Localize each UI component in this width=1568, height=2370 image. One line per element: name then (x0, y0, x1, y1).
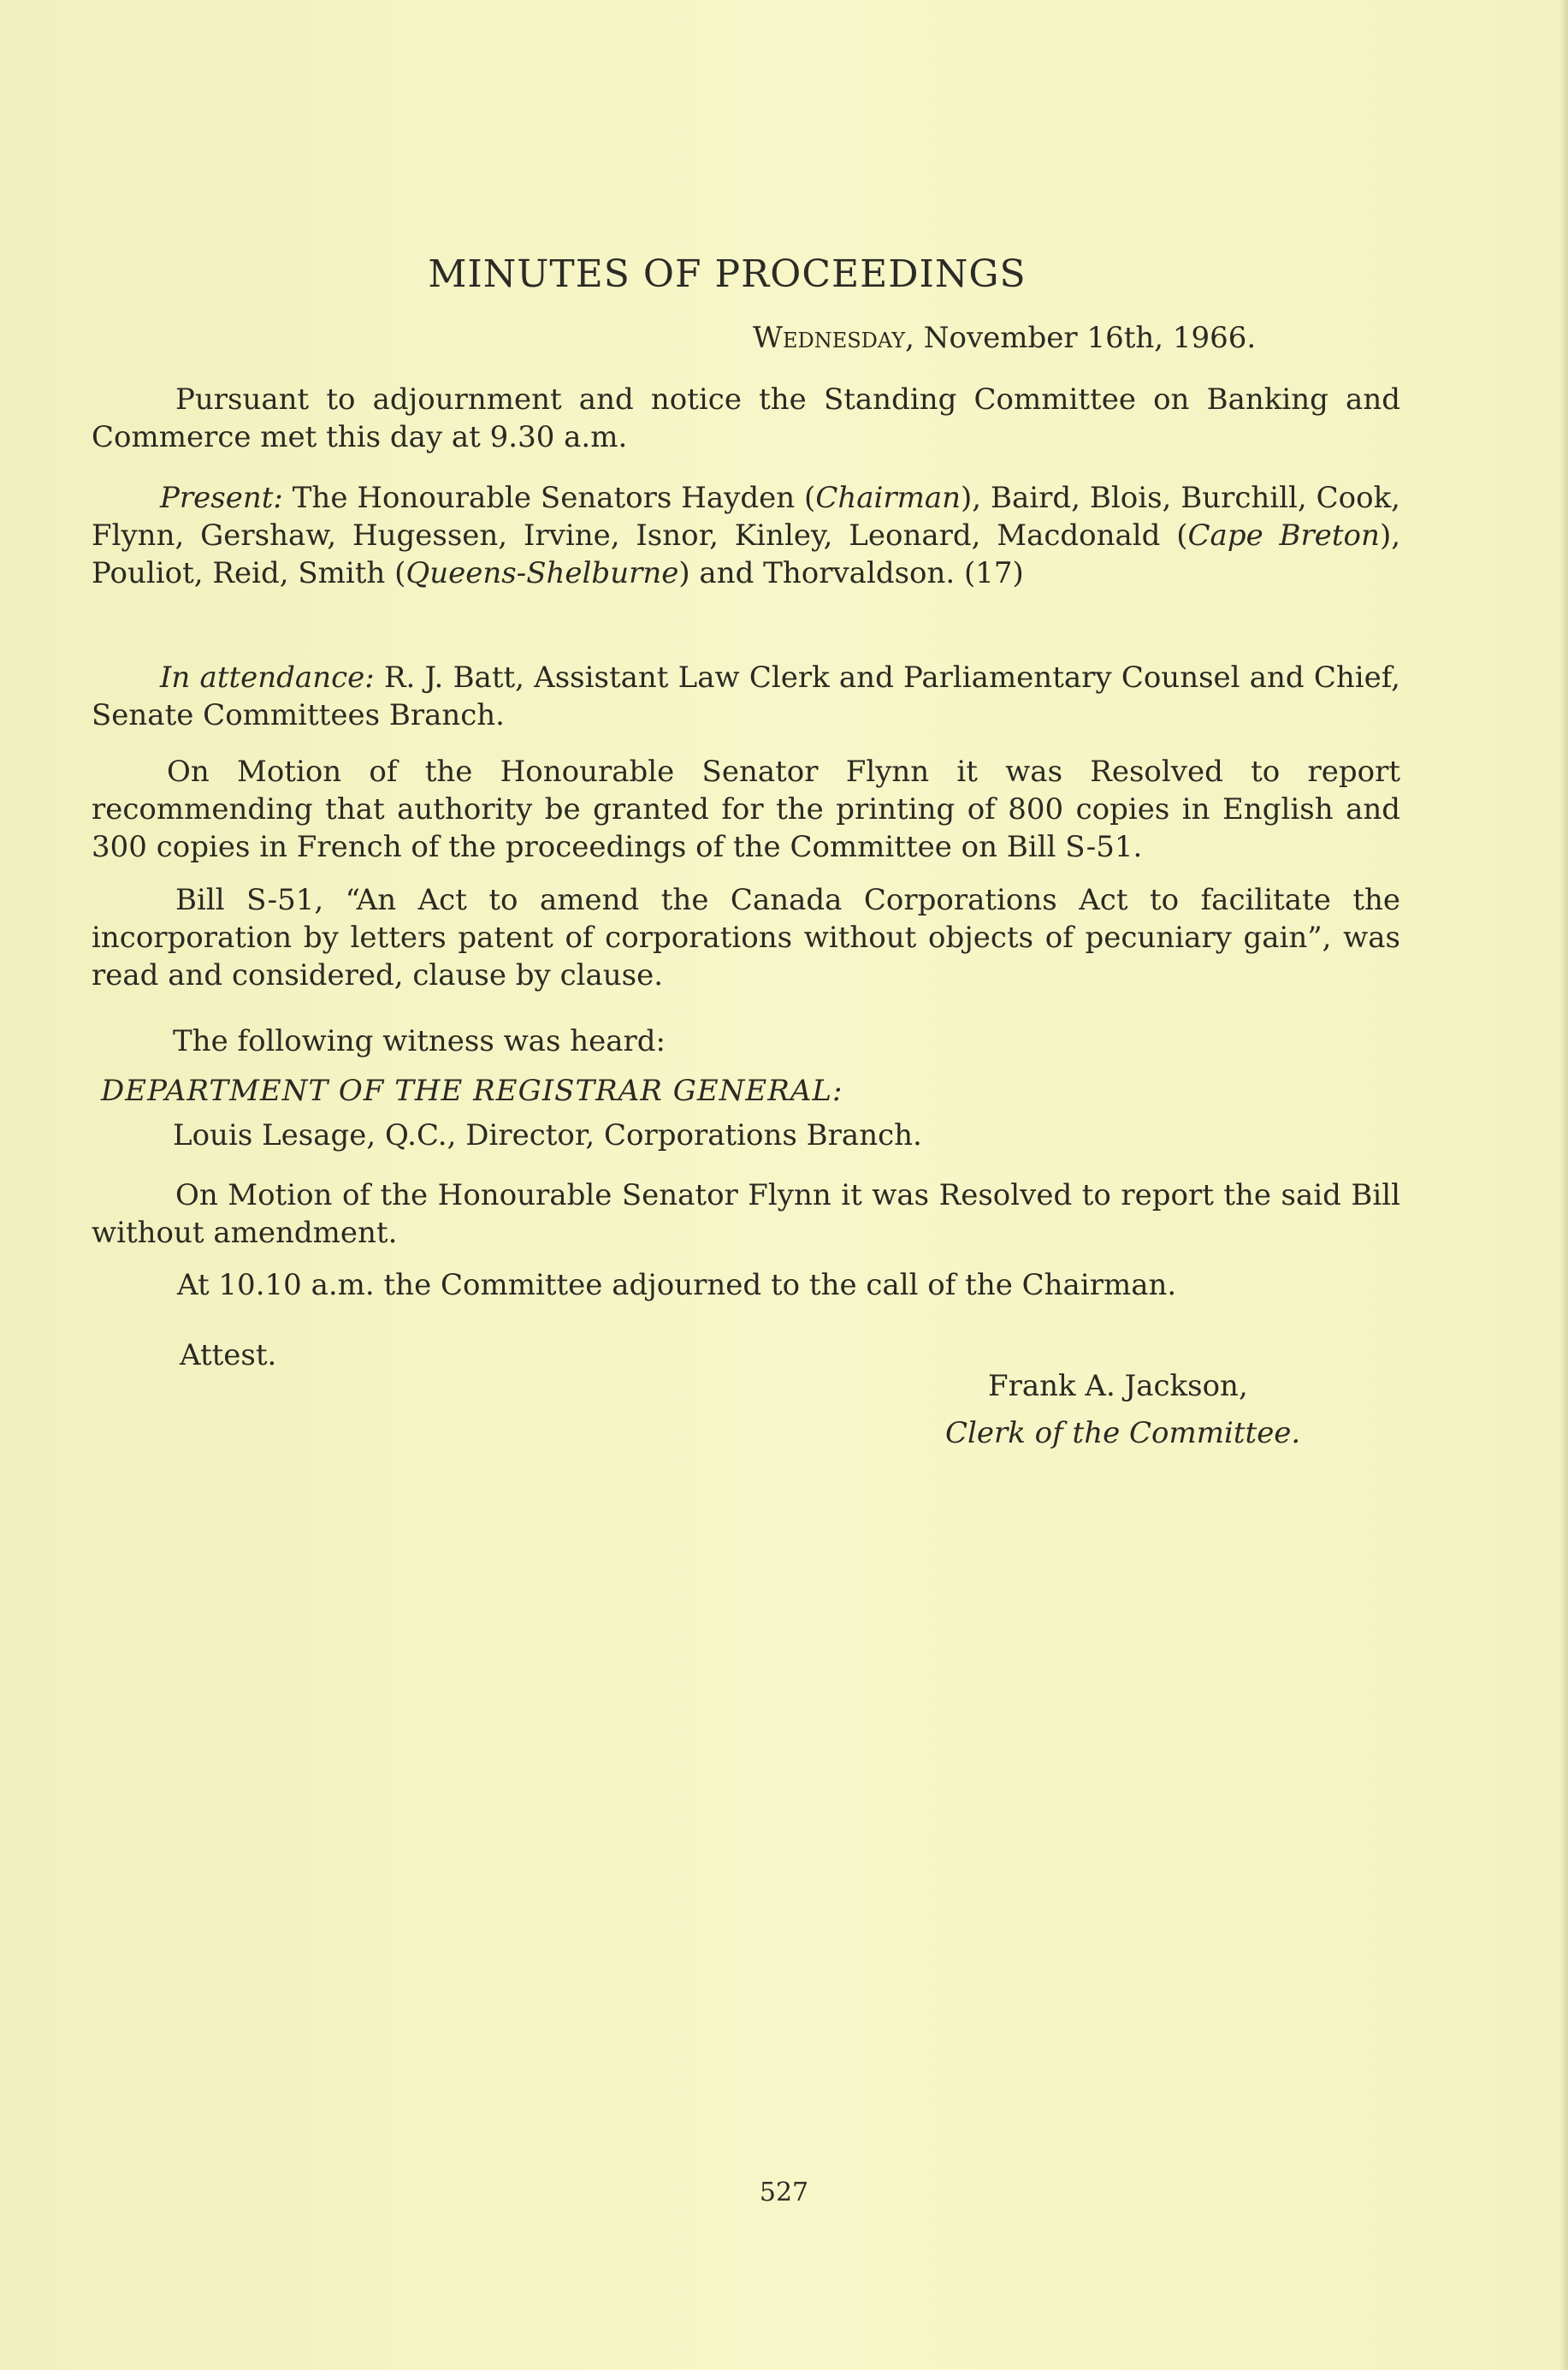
present-queens-shelburne: Queens-Shelburne (405, 556, 679, 590)
department-heading: DEPARTMENT OF THE REGISTRAR GENERAL: (101, 1074, 843, 1108)
attendance-label: In attendance: (160, 661, 375, 695)
present-paragraph (92, 479, 1400, 592)
attendance-paragraph (92, 659, 1400, 734)
present-text-1: The Honourable Senators Hayden ( (292, 481, 816, 515)
witness-name: Louis Lesage, Q.C., Director, Corporations Branch. (173, 1118, 922, 1152)
bill-paragraph: Bill S-51, “An Act to amend the Canada Corporations Act to facilitate the incorporation by letters patent of corporations without objects of pecuniary gain”, was read and considered, clause by clause. (92, 883, 1400, 992)
present-cape-breton: Cape Breton (1187, 518, 1380, 553)
meeting-date (753, 321, 1256, 355)
present-label: Present: (160, 481, 283, 515)
page-title: MINUTES OF PROCEEDINGS (428, 252, 1027, 296)
date-rest: November 16th, 1966. (923, 321, 1257, 355)
signature-name: Frank A. Jackson, (988, 1369, 1248, 1403)
page-edge (1559, 0, 1568, 2370)
attest-label: Attest. (180, 1338, 277, 1372)
adjournment-paragraph: At 10.10 a.m. the Committee adjourned to the call of the Chairman. (177, 1268, 1177, 1302)
present-text-3: ), Pouliot, Reid, Smith ( (92, 518, 1401, 590)
present-chairman: Chairman (815, 481, 962, 515)
opening-paragraph: Pursuant to adjournment and notice the Standing Committee on Banking and Commerce met this day at 9.30 a.m. (92, 382, 1400, 454)
present-text-2: ), Baird, Blois, Burchill, Cook, Flynn, Gershaw, Hugessen, Irvine, Isnor, Kinley, Leonard, Macdonald ( (92, 481, 1400, 553)
date-weekday: Wednesday, (753, 321, 914, 355)
page-number: 527 (759, 2177, 809, 2207)
attendance-text: R. J. Batt, Assistant Law Clerk and Parliamentary Counsel and Chief, Senate Committees Branch. (92, 661, 1400, 732)
witness-heading: The following witness was heard: (173, 1024, 666, 1058)
motion-printing-paragraph: On Motion of the Honourable Senator Flynn it was Resolved to report recommending that authority be granted for the printing of 800 copies in English and 300 copies in French of the proceedings of the Committee on Bill S-51. (92, 755, 1400, 864)
motion-report-paragraph: On Motion of the Honourable Senator Flynn it was Resolved to report the said Bill without amendment. (92, 1178, 1400, 1250)
present-text-4: ) and Thorvaldson. (17) (678, 556, 1024, 590)
signature-title: Clerk of the Committee. (945, 1416, 1301, 1450)
